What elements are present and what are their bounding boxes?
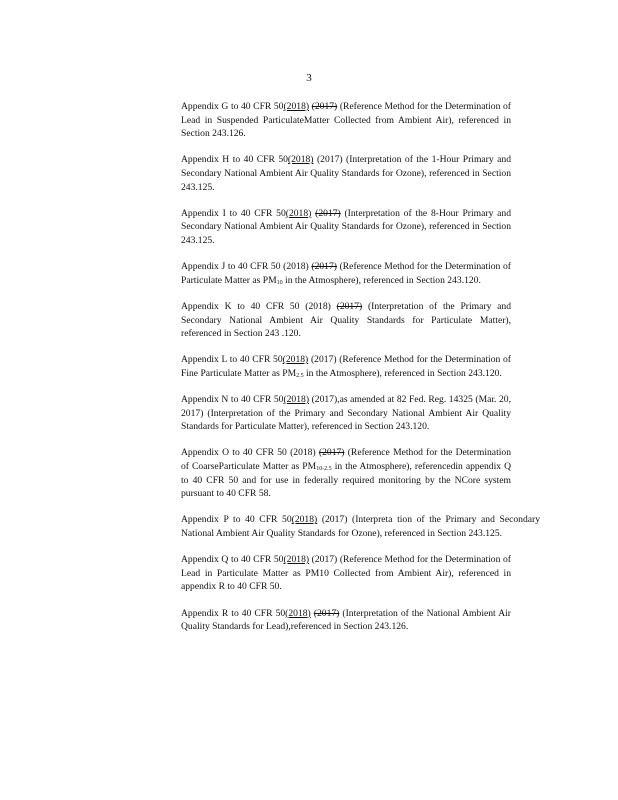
entry-appendix-o — [181, 446, 511, 500]
entry-text: (Reference Method for the Determination of CoarseParticulate Matter as PM — [181, 447, 511, 473]
entry-text: (Interpretation of the 8-Hour Primary and Secondary National Ambient Air Quality Standards for Ozone), referenced in Section 243.125. — [181, 207, 511, 246]
struck-text: (2017) — [318, 447, 345, 459]
subscript: 10-2.5 — [316, 466, 332, 473]
entry-text: Appendix L to 40 CFR 50 — [181, 354, 283, 366]
entry-text: in the Atmosphere), referenced in Section 243.120. — [303, 367, 502, 379]
inserted-text: (2018) — [287, 154, 314, 166]
entry-text: (Reference Method for the Determination of Lead in Suspended ParticulateMatter Collected from Ambient Air), referenced in Section 243.126. — [181, 101, 511, 140]
entry-text: (Reference Method for the Determination of Particulate Matter as PM — [181, 261, 511, 286]
entry-text: (2017) (Reference Method for the Determination of Fine Particulate Matter as PM — [181, 354, 511, 379]
entry-appendix-i — [181, 207, 511, 248]
struck-text: (2017) — [313, 607, 340, 619]
entry-text: (2017) (Interpretation of the 1-Hour Primary and Secondary National Ambient Air Quality Standards for Ozone), referenced in Section 243.125. — [181, 154, 511, 193]
entry-text: Appendix R to 40 CFR 50 — [181, 607, 286, 619]
inserted-text: (2018) — [283, 554, 310, 566]
subscript: 2.5 — [296, 372, 304, 379]
inserted-text: (2018) — [285, 607, 311, 619]
inserted-text: (2018) — [291, 514, 318, 526]
struck-text: (2017) — [336, 300, 363, 312]
entry-appendix-g — [181, 100, 511, 141]
entry-text: (2017),as amended at 82 Fed. Reg. 14325 (Mar. 20, 2017) (Interpretation of the Primary and Secondary National Ambient Air Quality Standards for Particulate Matter), referenced in Section 243.120. — [181, 394, 511, 433]
entry-text: in the Atmosphere), referenced in Section 243.120. — [282, 274, 481, 286]
entry-text: in the Atmosphere), referencedin appendix Q to 40 CFR 50 and for use in federally required monitoring by the NCore system pursuant to 40 CFR 58. — [181, 461, 511, 500]
entry-appendix-n — [181, 393, 511, 434]
inserted-text: (2018) — [283, 101, 310, 112]
entry-text: Appendix Q to 40 CFR 50 — [181, 554, 284, 566]
entry-appendix-h — [181, 153, 511, 194]
inserted-text: (2018) — [283, 394, 310, 406]
entry-text: Appendix P to 40 CFR 50 — [181, 514, 292, 526]
struck-text: (2017) — [315, 207, 341, 219]
entry-text: (Interpretation of the Primary and Secondary National Ambient Air Quality Standards for Particulate Matter), referenced in Section 243 .120. — [181, 300, 511, 340]
entry-appendix-q — [181, 553, 511, 594]
entry-text: Appendix N to 40 CFR 50 — [181, 394, 284, 406]
incorporations-list — [181, 100, 540, 646]
entry-appendix-k — [181, 300, 511, 341]
entry-text: Appendix H to 40 CFR 50 — [181, 154, 288, 166]
struck-text: (2017) — [311, 261, 337, 273]
entry-text: (Interpretation of the National Ambient Air Quality Standards for Lead),referenced in Section 243.126. — [181, 607, 511, 633]
entry-text: Appendix G to 40 CFR 50 — [181, 101, 284, 112]
inserted-text: (2018) — [285, 207, 312, 219]
page-number: 3 — [306, 72, 312, 84]
entry-appendix-r — [181, 607, 511, 634]
entry-appendix-p — [181, 513, 540, 540]
entry-text: Appendix I to 40 CFR 50 — [181, 207, 286, 219]
entry-text: (2017) (Reference Method for the Determination of Lead in Particulate Matter as PM10 Collected from Ambient Air), referenced in appendix R to 40 CFR 50. — [181, 554, 511, 593]
subscript: 10 — [276, 279, 283, 286]
entry-text: Appendix O to 40 CFR 50 (2018) — [181, 447, 319, 459]
entry-text: (2017) (Interpreta tion of the Primary and Secondary National Ambient Air Quality Standards for Ozone), referenced in Section 243.125. — [181, 514, 540, 539]
entry-appendix-j — [181, 260, 511, 287]
entry-appendix-l — [181, 353, 511, 380]
entry-text: Appendix J to 40 CFR 50 (2018) — [181, 261, 312, 273]
struck-text: (2017) — [311, 101, 338, 112]
inserted-text: (2018) — [282, 354, 309, 366]
entry-text: Appendix K to 40 CFR 50 (2018) — [181, 300, 337, 312]
